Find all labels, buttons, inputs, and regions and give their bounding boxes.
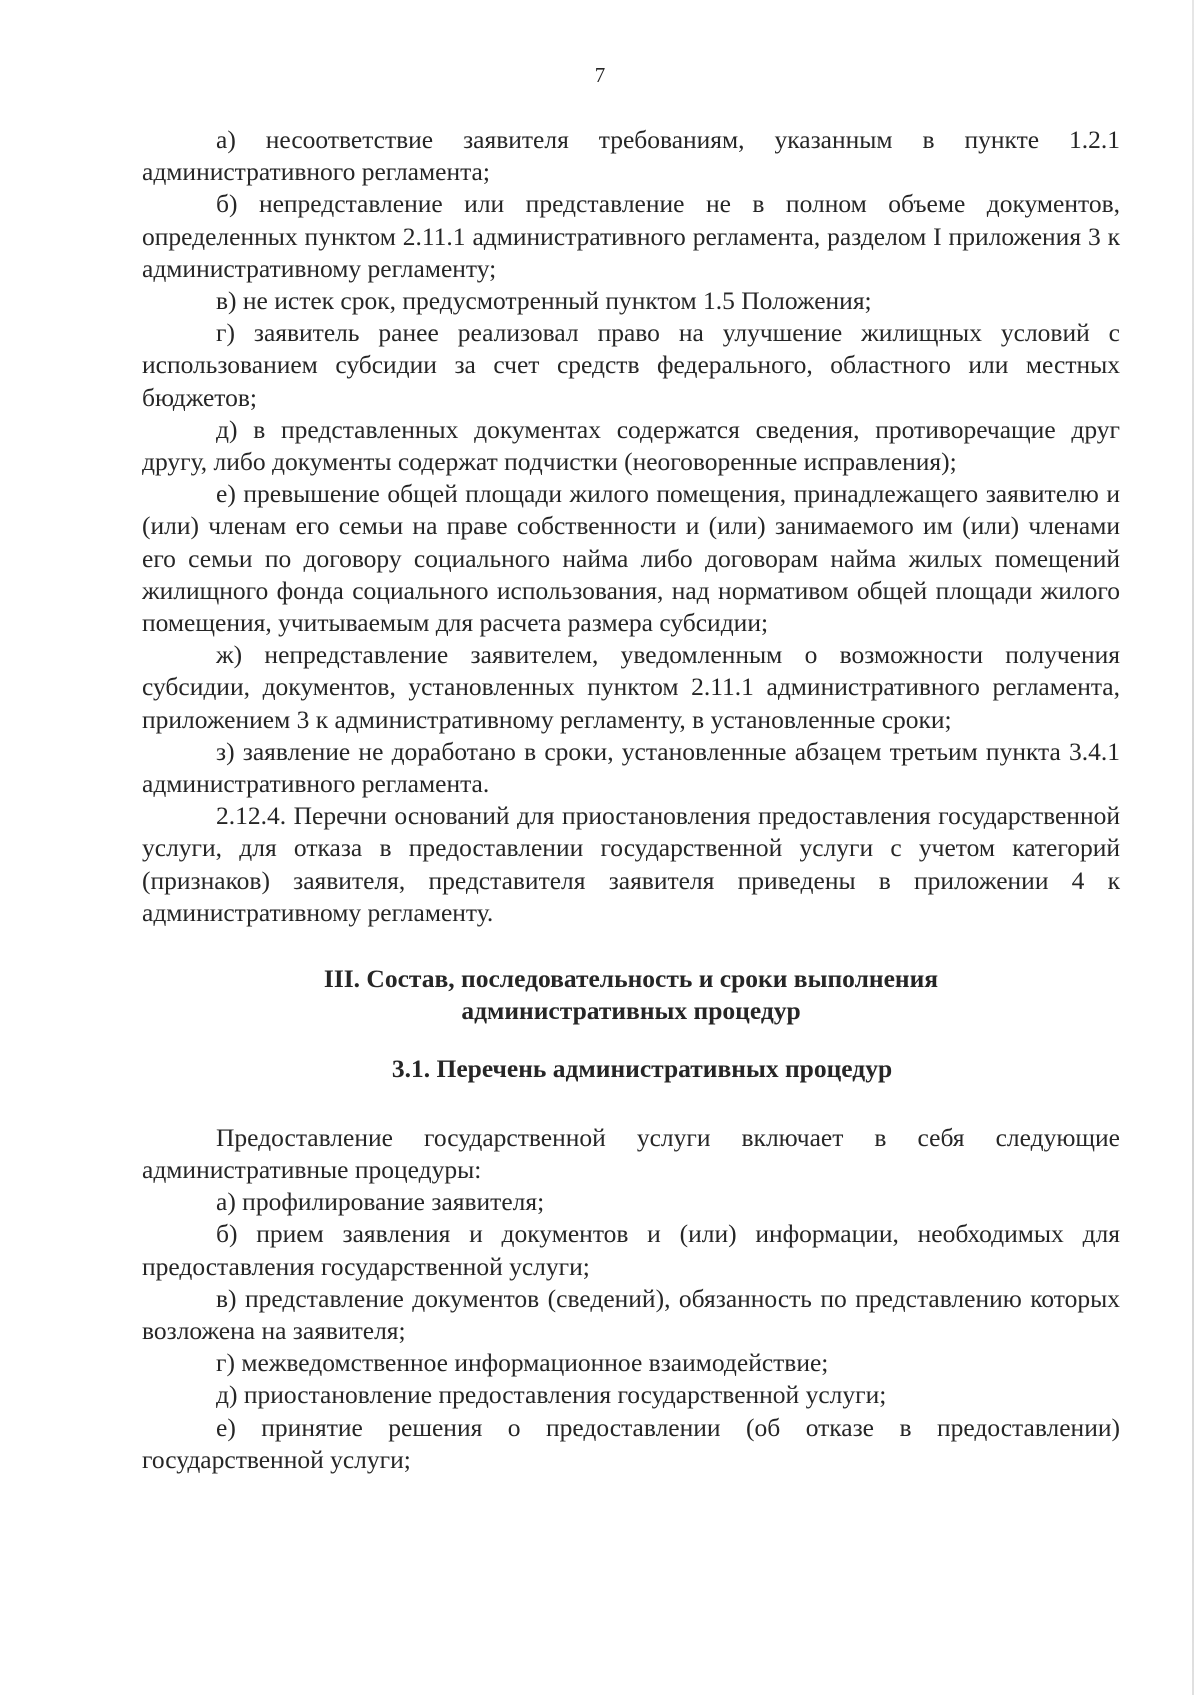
document-body [142,124,1120,1476]
section-heading-line-2: административных процедур [461,996,801,1026]
list-item-b: б) прием заявления и документов и (или) информации, необходимых для предоставления государственной услуги; [142,1219,1120,1281]
section-heading [142,963,1120,1027]
paragraph-v: в) не истек срок, предусмотренный пунктом 1.5 Положения; [216,286,872,316]
subsection-heading [142,1053,1120,1085]
paragraph-b: б) непредставление или представление не в полном объеме документов, определенных пунктом 2.11.1 административного регламента, разделом I приложения 3 к административному регламенту; [142,189,1120,283]
page-number: 7 [594,63,606,87]
list-item-v: в) представление документов (сведений), обязанность по представлению которых возложена на заявителя; [142,1283,1120,1345]
paragraph-intro: Предоставление государственной услуги включает в себя следующие административные процедуры: [142,1122,1120,1184]
paragraph-e: е) превышение общей площади жилого помещения, принадлежащего заявителю и (или) членам его семьи на праве собственности и (или) занимаемого им (или) членами его семьи по договору социального найма либо договорам найма жилых помещений жилищного фонда социального использования, над нормативом общей площади жилого помещения, учитываемым для расчета размера субсидии; [142,479,1120,638]
paragraph-z: з) заявление не доработано в сроки, установленные абзацем третьим пункта 3.4.1 административного регламента. [142,736,1120,799]
list-item-d: д) приостановление предоставления государственной услуги; [216,1380,887,1410]
section-heading-line-1: III. Состав, последовательность и сроки выполнения [323,964,939,994]
paragraph-zh: ж) непредставление заявителем, уведомленным о возможности получения субсидии, документов, установленных пунктом 2.11.1 административного регламента, приложением 3 к административному регламенту, в установленные сроки; [142,640,1120,734]
list-item-a: а) профилирование заявителя; [216,1187,545,1217]
paragraph-g: г) заявитель ранее реализовал право на улучшение жилищных условий с использованием субсидии за счет средств федерального, областного или местных бюджетов; [142,318,1120,412]
list-item-e: е) принятие решения о предоставлении (об отказе в предоставлении) государственной услуги; [142,1412,1120,1474]
paragraph-a: а) несоответствие заявителя требованиям, указанным в пункте 1.2.1 административного регламента; [142,125,1120,187]
paragraph-2-12-4: 2.12.4. Перечни оснований для приостановления предоставления государственной услуги, для отказа в предоставлении государственной услуги с учетом категорий (признаков) заявителя, представителя заявителя приведены в приложении 4 к административному регламенту. [142,801,1120,927]
subsection-heading-text: 3.1. Перечень административных процедур [391,1054,893,1084]
paragraph-d: д) в представленных документах содержатся сведения, противоречащие друг другу, либо документы содержат подчистки (неоговоренные исправления); [142,414,1120,477]
page-edge [1192,0,1194,1695]
list-item-g: г) межведомственное информационное взаимодействие; [216,1348,829,1378]
